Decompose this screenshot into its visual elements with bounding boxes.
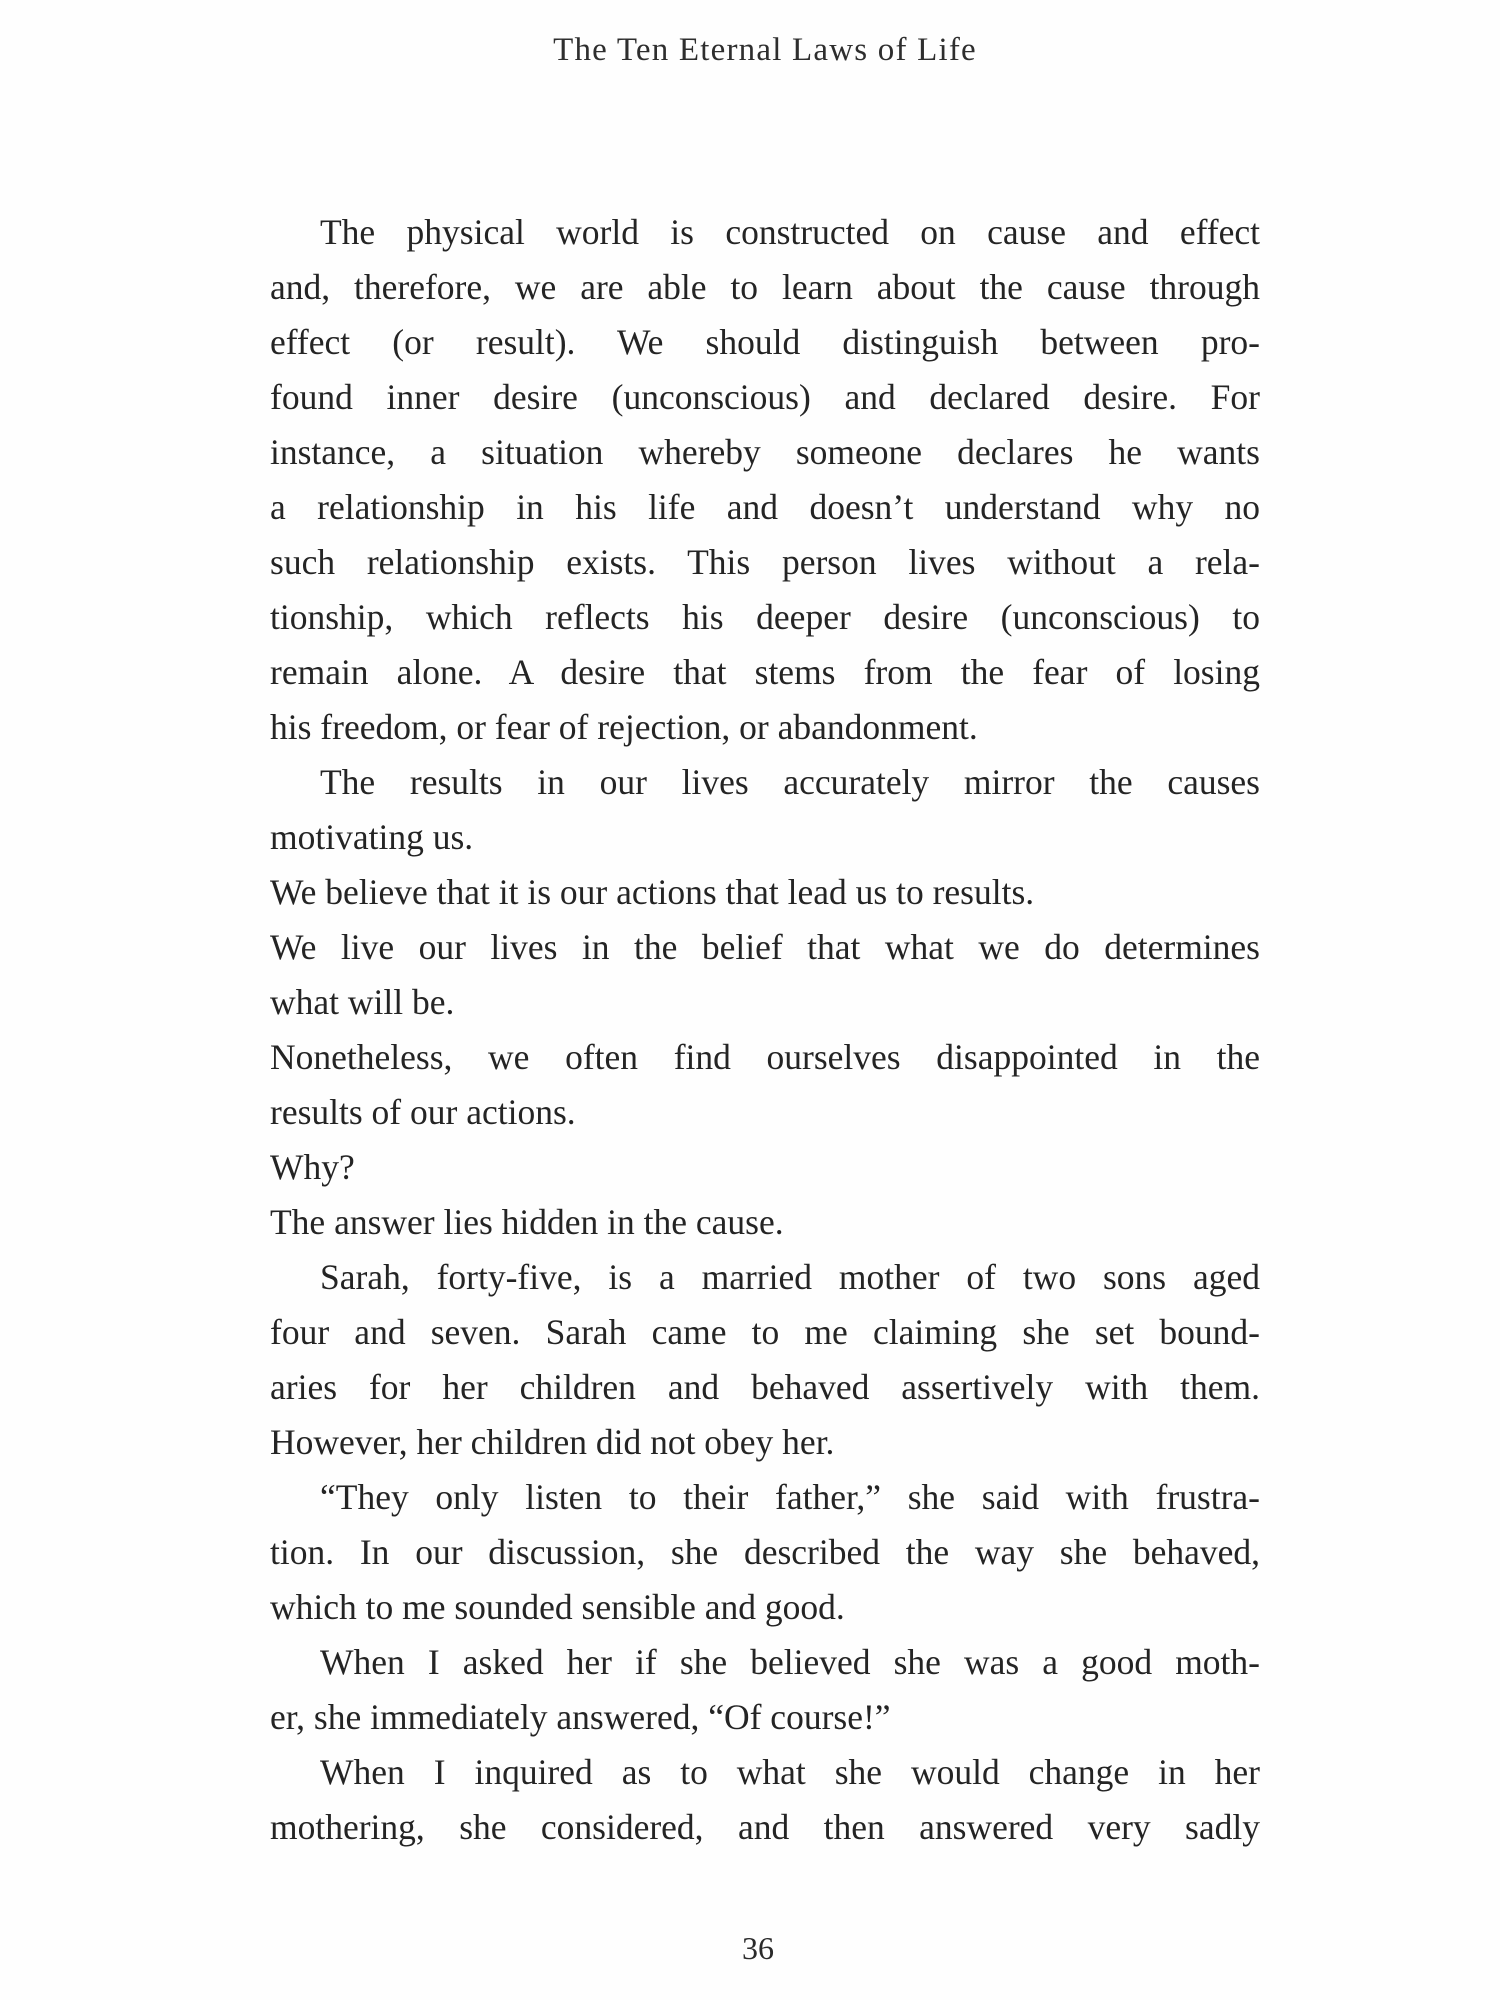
text-line: four and seven. Sarah came to me claiming she set bound- [270,1312,1260,1352]
text-line: tion. In our discussion, she described the way she behaved, [270,1532,1260,1572]
paragraph-they-only-listen [270,1470,1260,1635]
paragraph-nonetheless [270,1030,1260,1140]
page-number: 36 [742,1930,774,1966]
text-line: The answer lies hidden in the cause. [270,1202,784,1242]
text-line: a relationship in his life and doesn’t understand why no [270,487,1260,527]
text-line: tionship, which reflects his deeper desire (unconscious) to [270,597,1260,637]
text-line: motivating us. [270,817,474,857]
text-line: Sarah, forty-five, is a married mother of two sons aged [320,1257,1260,1297]
body-text [270,205,1260,1855]
text-line: mothering, she considered, and then answered very sadly [270,1807,1260,1847]
text-line: remain alone. A desire that stems from the fear of losing [270,652,1260,692]
text-line: such relationship exists. This person lives without a rela- [270,542,1260,582]
text-line: “They only listen to their father,” she said with frustra- [320,1477,1260,1517]
text-line: effect (or result). We should distinguish between pro- [270,322,1260,362]
text-line: When I inquired as to what she would change in her [320,1752,1260,1792]
paragraph-answer [270,1195,1260,1250]
text-line: Why? [270,1147,355,1187]
text-line: When I asked her if she believed she was a good moth- [320,1642,1260,1682]
text-line: found inner desire (unconscious) and declared desire. For [270,377,1260,417]
text-line: instance, a situation whereby someone declares he wants [270,432,1260,472]
paragraph-we-live [270,920,1260,1030]
text-line: Nonetheless, we often find ourselves disappointed in the [270,1037,1260,1077]
text-line: and, therefore, we are able to learn about the cause through [270,267,1260,307]
paragraph-results-mirror [270,755,1260,865]
text-line: what will be. [270,982,455,1022]
running-head-title: The Ten Eternal Laws of Life [553,32,977,68]
text-line: which to me sounded sensible and good. [270,1587,845,1627]
text-line: results of our actions. [270,1092,576,1132]
paragraph-good-mother [270,1635,1260,1745]
text-line: The physical world is constructed on cause and effect [320,212,1260,252]
text-line: his freedom, or fear of rejection, or abandonment. [270,707,978,747]
paragraph-cause-and-effect [270,205,1260,755]
text-line: We believe that it is our actions that lead us to results. [270,872,1035,912]
paragraph-why [270,1140,1260,1195]
text-line: We live our lives in the belief that what we do determines [270,927,1260,967]
text-line: aries for her children and behaved assertively with them. [270,1367,1260,1407]
paragraph-what-would-change [270,1745,1260,1855]
paragraph-sarah-intro [270,1250,1260,1470]
paragraph-we-believe [270,865,1260,920]
text-line: er, she immediately answered, “Of course!” [270,1697,891,1737]
text-line: However, her children did not obey her. [270,1422,835,1462]
text-line: The results in our lives accurately mirror the causes [320,762,1260,802]
